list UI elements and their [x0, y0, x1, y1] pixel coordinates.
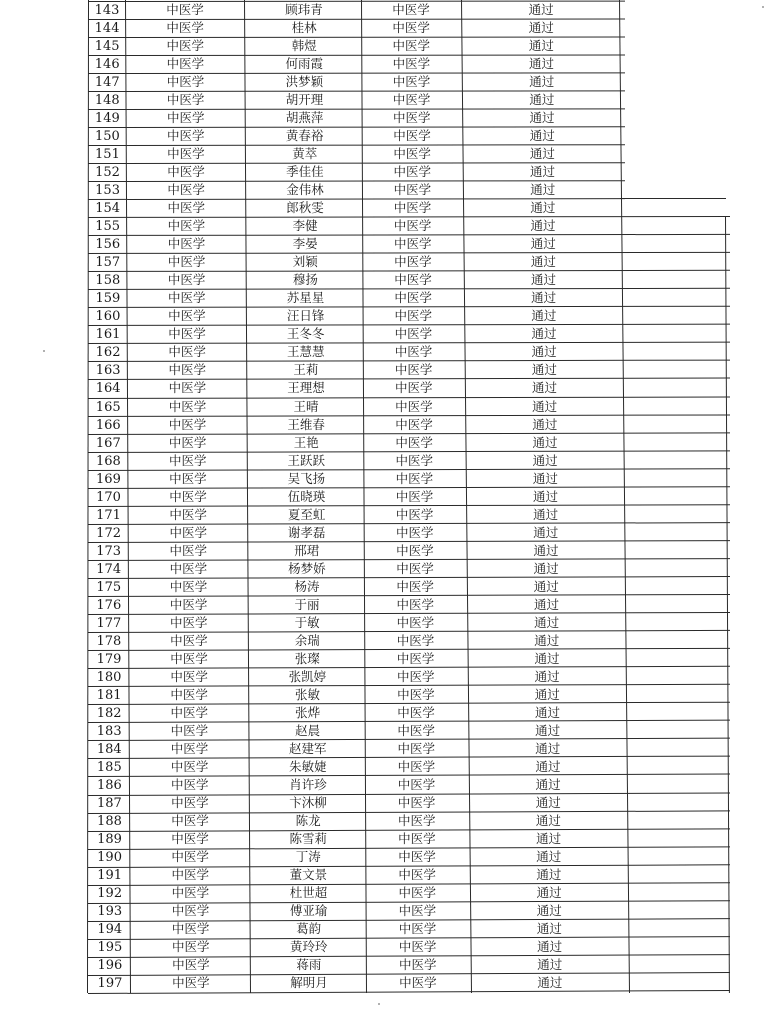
row-number: 143: [94, 2, 120, 18]
major-cell: 中医学: [167, 236, 206, 252]
major-cell: 中医学: [167, 146, 205, 162]
result-cell: 通过: [532, 434, 558, 450]
name-cell: 朱敏婕: [289, 759, 327, 775]
row-number: 181: [96, 687, 122, 703]
row-number: 168: [95, 453, 121, 469]
result-cell: 通过: [533, 578, 559, 594]
major-cell: 中医学: [171, 831, 209, 847]
row-number: 196: [97, 958, 123, 974]
result-cell: 通过: [535, 759, 561, 775]
name-cell: 葛韵: [296, 921, 322, 937]
result-cell: 通过: [534, 632, 560, 648]
name-cell: 苏星星: [286, 290, 325, 306]
name-cell: 李晏: [292, 236, 318, 252]
subject-cell: 中医学: [395, 398, 433, 414]
subject-cell: 中医学: [395, 488, 434, 504]
column-divider: [125, 0, 131, 993]
row-number: 170: [96, 489, 121, 505]
row-number: 183: [96, 724, 122, 740]
row-number: 172: [96, 525, 122, 541]
major-cell: 中医学: [167, 218, 206, 234]
subject-cell: 中医学: [395, 416, 433, 432]
major-cell: 中医学: [168, 344, 206, 360]
row-number: 165: [95, 399, 121, 415]
subject-cell: 中医学: [397, 741, 436, 757]
subject-cell: 中医学: [399, 957, 437, 973]
result-cell: 通过: [530, 182, 556, 198]
name-cell: 韩煜: [291, 37, 317, 53]
row-number: 189: [97, 832, 122, 848]
major-cell: 中医学: [170, 759, 209, 775]
major-cell: 中医学: [171, 795, 209, 811]
row-number: 155: [95, 219, 121, 235]
subject-cell: 中医学: [397, 668, 435, 684]
row-number: 169: [96, 471, 121, 487]
result-cell: 通过: [528, 1, 554, 17]
name-cell: 顾玮青: [285, 1, 323, 17]
major-cell: 中医学: [168, 326, 206, 342]
result-cell: 通过: [532, 416, 558, 432]
major-cell: 中医学: [167, 128, 205, 144]
name-cell: 邢珺: [294, 542, 320, 558]
row-number: 184: [96, 742, 122, 758]
result-cell: 通过: [533, 560, 559, 576]
row-number: 144: [94, 20, 120, 36]
result-cell: 通过: [534, 705, 560, 721]
name-cell: 于敏: [294, 614, 320, 630]
major-cell: 中医学: [170, 705, 209, 721]
name-cell: 陈龙: [295, 813, 321, 829]
row-number: 175: [96, 579, 122, 595]
subject-cell: 中医学: [396, 542, 434, 558]
row-number: 150: [94, 129, 120, 145]
major-cell: 中医学: [169, 614, 208, 630]
name-cell: 桂林: [291, 19, 317, 35]
subject-cell: 中医学: [398, 849, 436, 865]
row-number: 151: [95, 147, 120, 163]
subject-cell: 中医学: [397, 723, 435, 739]
result-cell: 通过: [530, 200, 556, 216]
row-number: 145: [94, 38, 120, 54]
major-cell: 中医学: [167, 164, 205, 180]
result-cell: 通过: [530, 218, 556, 234]
name-cell: 黄萃: [292, 146, 318, 162]
result-cell: 通过: [532, 380, 558, 396]
row-number: 162: [95, 345, 121, 361]
name-cell: 陈雪莉: [289, 831, 327, 847]
result-cell: 通过: [531, 308, 557, 324]
major-cell: 中医学: [166, 73, 205, 89]
subject-cell: 中医学: [398, 885, 437, 901]
result-cell: 通过: [533, 542, 559, 558]
major-cell: 中医学: [170, 668, 208, 684]
result-cell: 通过: [533, 506, 559, 522]
subject-cell: 中医学: [392, 91, 431, 107]
name-cell: 杜世超: [289, 885, 328, 901]
name-cell: 吴飞扬: [287, 470, 326, 486]
result-cell: 通过: [530, 236, 556, 252]
major-cell: 中医学: [168, 290, 206, 306]
result-cell: 通过: [536, 921, 562, 937]
result-cell: 通过: [529, 128, 555, 144]
major-cell: 中医学: [167, 254, 206, 270]
result-cell: 通过: [537, 975, 563, 991]
subject-cell: 中医学: [392, 19, 430, 35]
name-cell: 王跃跃: [287, 452, 326, 468]
name-cell: 杨涛: [294, 578, 320, 594]
result-cell: 通过: [535, 741, 561, 757]
name-cell: 余瑞: [294, 632, 320, 648]
result-cell: 通过: [532, 398, 558, 414]
subject-cell: 中医学: [398, 921, 437, 937]
row-number: 163: [95, 363, 121, 379]
row-number: 159: [95, 291, 121, 307]
name-cell: 胡开理: [285, 91, 324, 107]
major-cell: 中医学: [166, 91, 205, 107]
result-cell: 通过: [530, 254, 556, 270]
major-cell: 中医学: [169, 452, 207, 468]
name-cell: 黄春裕: [285, 128, 324, 144]
name-cell: 谢孝磊: [287, 524, 326, 540]
name-cell: 杨梦娇: [288, 560, 326, 576]
major-cell: 中医学: [171, 885, 210, 901]
row-number: 185: [96, 760, 122, 776]
row-number: 171: [96, 507, 121, 523]
subject-cell: 中医学: [393, 182, 432, 198]
row-number: 154: [95, 201, 121, 217]
row-number: 167: [95, 435, 121, 451]
row-number: 186: [96, 778, 122, 794]
name-cell: 穆扬: [292, 272, 318, 288]
row-number: 195: [97, 940, 123, 956]
name-cell: 卞沐柳: [289, 795, 327, 811]
subject-cell: 中医学: [394, 344, 433, 360]
row-number: 149: [94, 111, 120, 126]
row-number: 188: [97, 814, 122, 830]
result-cell: 通过: [537, 939, 563, 955]
row-number: 197: [97, 976, 123, 992]
result-cell: 通过: [535, 777, 561, 793]
subject-cell: 中医学: [396, 560, 434, 576]
row-number: 173: [96, 543, 122, 559]
subject-cell: 中医学: [395, 524, 434, 540]
major-cell: 中医学: [166, 55, 205, 71]
major-cell: 中医学: [169, 470, 207, 486]
subject-cell: 中医学: [397, 705, 435, 721]
scan-speck: [378, 1003, 380, 1005]
row-number: 180: [96, 669, 122, 685]
subject-cell: 中医学: [397, 759, 436, 775]
name-cell: 解明月: [290, 975, 328, 991]
major-cell: 中医学: [169, 578, 208, 594]
column-divider: [244, 0, 251, 993]
row-number: 182: [96, 706, 122, 722]
result-cell: 通过: [531, 272, 557, 288]
name-cell: 王慧慧: [287, 344, 325, 360]
major-cell: 中医学: [171, 903, 210, 919]
name-cell: 黄玲玲: [290, 939, 328, 955]
subject-cell: 中医学: [395, 470, 434, 486]
result-cell: 通过: [531, 290, 557, 306]
subject-cell: 中医学: [393, 236, 432, 252]
result-cell: 通过: [529, 73, 555, 89]
row-number: 187: [97, 796, 122, 812]
column-divider: [725, 216, 730, 993]
major-cell: 中医学: [168, 398, 207, 414]
row-number: 158: [95, 273, 121, 289]
column-divider: [461, 0, 472, 993]
subject-cell: 中医学: [398, 939, 437, 955]
result-cell: 通过: [536, 867, 562, 883]
major-cell: 中医学: [168, 308, 206, 324]
scan-speck: [43, 350, 45, 352]
major-cell: 中医学: [171, 813, 209, 829]
subject-cell: 中医学: [395, 434, 433, 450]
major-cell: 中医学: [170, 632, 208, 648]
name-cell: 肖许珍: [289, 777, 327, 793]
name-cell: 王维春: [287, 416, 325, 432]
major-cell: 中医学: [169, 524, 207, 540]
major-cell: 中医学: [169, 596, 208, 612]
name-cell: 何雨霞: [285, 55, 324, 71]
name-cell: 张烨: [295, 705, 321, 721]
row-number: 177: [96, 615, 122, 631]
name-cell: 夏至虹: [287, 506, 326, 522]
result-cell: 通过: [532, 470, 558, 486]
subject-cell: 中医学: [398, 831, 436, 847]
subject-cell: 中医学: [392, 1, 430, 17]
name-cell: 赵建军: [289, 741, 327, 757]
row-number: 152: [95, 165, 120, 181]
subject-cell: 中医学: [392, 73, 431, 89]
result-cell: 通过: [529, 146, 555, 162]
major-cell: 中医学: [169, 488, 207, 504]
major-cell: 中医学: [167, 200, 206, 216]
row-number: 146: [94, 56, 120, 72]
result-cell: 通过: [535, 795, 561, 811]
row-number: 190: [97, 850, 122, 866]
major-cell: 中医学: [170, 777, 209, 793]
name-cell: 于丽: [294, 596, 320, 612]
major-cell: 中医学: [170, 650, 208, 666]
name-cell: 张敏: [294, 686, 321, 702]
result-cell: 通过: [533, 524, 559, 540]
name-cell: 张璨: [294, 650, 320, 666]
row-number: 161: [95, 327, 121, 343]
row-number: 160: [95, 309, 121, 325]
name-cell: 赵晨: [295, 723, 321, 739]
result-cell: 通过: [531, 362, 557, 378]
result-cell: 通过: [532, 488, 559, 504]
result-cell: 通过: [528, 19, 554, 35]
row-number: 192: [97, 886, 123, 902]
column-divider: [87, 0, 89, 993]
major-cell: 中医学: [166, 19, 204, 35]
result-cell: 通过: [529, 91, 555, 107]
name-cell: 季佳佳: [286, 164, 324, 180]
row-number: 156: [95, 237, 121, 253]
subject-cell: 中医学: [396, 614, 435, 630]
row-number: 153: [95, 183, 120, 199]
name-cell: 洪梦颖: [285, 73, 324, 89]
major-cell: 中医学: [171, 867, 210, 883]
subject-cell: 中医学: [394, 272, 432, 288]
result-cell: 通过: [534, 686, 560, 702]
subject-cell: 中医学: [393, 218, 432, 234]
subject-cell: 中医学: [399, 975, 437, 991]
row-number: 166: [95, 417, 121, 433]
subject-cell: 中医学: [397, 686, 435, 702]
row-number: 193: [97, 904, 123, 920]
name-cell: 张凯婷: [288, 668, 327, 684]
name-cell: 王冬冬: [286, 326, 325, 342]
subject-cell: 中医学: [394, 254, 432, 270]
subject-cell: 中医学: [394, 326, 433, 342]
subject-cell: 中医学: [398, 903, 437, 919]
name-cell: 傅亚瑜: [289, 903, 328, 919]
name-cell: 王莉: [293, 362, 319, 378]
row-number: 178: [96, 633, 122, 649]
major-cell: 中医学: [166, 110, 205, 125]
row-divider: [88, 990, 730, 994]
major-cell: 中医学: [168, 434, 207, 450]
result-cell: 通过: [531, 344, 557, 360]
subject-cell: 中医学: [393, 164, 431, 180]
major-cell: 中医学: [169, 560, 208, 576]
name-cell: 金伟林: [286, 182, 324, 198]
name-cell: 胡燕萍: [285, 110, 324, 125]
result-cell: 通过: [537, 957, 563, 973]
major-cell: 中医学: [172, 957, 210, 973]
major-cell: 中医学: [171, 921, 210, 937]
row-number: 147: [94, 74, 120, 90]
major-cell: 中医学: [167, 182, 205, 198]
name-cell: 蒋雨: [296, 957, 322, 973]
subject-cell: 中医学: [398, 813, 436, 829]
major-cell: 中医学: [169, 506, 207, 522]
subject-cell: 中医学: [393, 110, 431, 125]
subject-cell: 中医学: [392, 37, 431, 53]
result-cell: 通过: [534, 650, 560, 666]
row-number: 191: [97, 868, 123, 884]
name-cell: 丁涛: [295, 849, 321, 865]
column-divider: [619, 0, 630, 993]
subject-cell: 中医学: [396, 578, 434, 594]
subject-cell: 中医学: [395, 452, 433, 468]
result-cell: 通过: [535, 723, 561, 739]
result-cell: 通过: [536, 849, 562, 865]
row-number: 148: [94, 92, 120, 108]
name-cell: 王晴: [293, 398, 319, 414]
name-cell: 王理想: [287, 380, 325, 396]
major-cell: 中医学: [170, 741, 209, 757]
result-cell: 通过: [535, 813, 561, 829]
subject-cell: 中医学: [394, 308, 432, 324]
result-cell: 通过: [529, 55, 555, 71]
result-cell: 通过: [530, 164, 556, 180]
result-cell: 通过: [534, 668, 560, 684]
subject-cell: 中医学: [396, 650, 435, 666]
major-cell: 中医学: [171, 849, 209, 865]
result-cell: 通过: [529, 110, 555, 125]
major-cell: 中医学: [171, 939, 210, 955]
major-cell: 中医学: [168, 416, 207, 432]
row-number: 179: [96, 651, 122, 667]
result-cell: 通过: [536, 885, 562, 901]
subject-cell: 中医学: [395, 506, 434, 522]
name-cell: 董文景: [289, 867, 328, 883]
name-cell: 李健: [292, 218, 318, 234]
major-cell: 中医学: [170, 686, 208, 702]
name-cell: 郎秋雯: [286, 200, 324, 216]
subject-cell: 中医学: [396, 632, 435, 648]
major-cell: 中医学: [168, 380, 207, 396]
row-number: 194: [97, 922, 123, 938]
subject-cell: 中医学: [393, 200, 432, 216]
row-divider: [620, 198, 726, 199]
result-cell: 通过: [528, 37, 554, 53]
scan-speck: [762, 6, 764, 8]
result-cell: 通过: [536, 831, 562, 847]
row-number: 176: [96, 597, 122, 613]
result-cell: 通过: [533, 596, 559, 612]
row-number: 174: [96, 561, 122, 577]
subject-cell: 中医学: [397, 777, 436, 793]
result-cell: 通过: [536, 903, 562, 919]
subject-cell: 中医学: [398, 867, 436, 883]
subject-cell: 中医学: [396, 596, 435, 612]
major-cell: 中医学: [166, 1, 204, 17]
major-cell: 中医学: [166, 37, 205, 53]
major-cell: 中医学: [172, 975, 210, 991]
name-cell: 汪日锋: [286, 308, 325, 324]
subject-cell: 中医学: [394, 362, 433, 378]
name-cell: 伍晓瑛: [287, 488, 326, 504]
major-cell: 中医学: [170, 723, 209, 739]
result-cell: 通过: [534, 614, 560, 630]
major-cell: 中医学: [168, 362, 206, 378]
major-cell: 中医学: [167, 272, 206, 288]
subject-cell: 中医学: [394, 290, 432, 306]
row-number: 164: [95, 381, 121, 397]
result-cell: 通过: [532, 452, 558, 468]
subject-cell: 中医学: [397, 795, 436, 811]
result-cell: 通过: [531, 326, 557, 342]
subject-cell: 中医学: [394, 380, 433, 396]
column-divider: [361, 0, 367, 993]
row-number: 157: [95, 255, 121, 271]
name-cell: 刘颖: [292, 254, 318, 270]
name-cell: 王艳: [293, 434, 319, 450]
subject-cell: 中医学: [393, 128, 431, 144]
major-cell: 中医学: [169, 542, 208, 558]
subject-cell: 中医学: [393, 146, 431, 162]
subject-cell: 中医学: [392, 55, 431, 71]
